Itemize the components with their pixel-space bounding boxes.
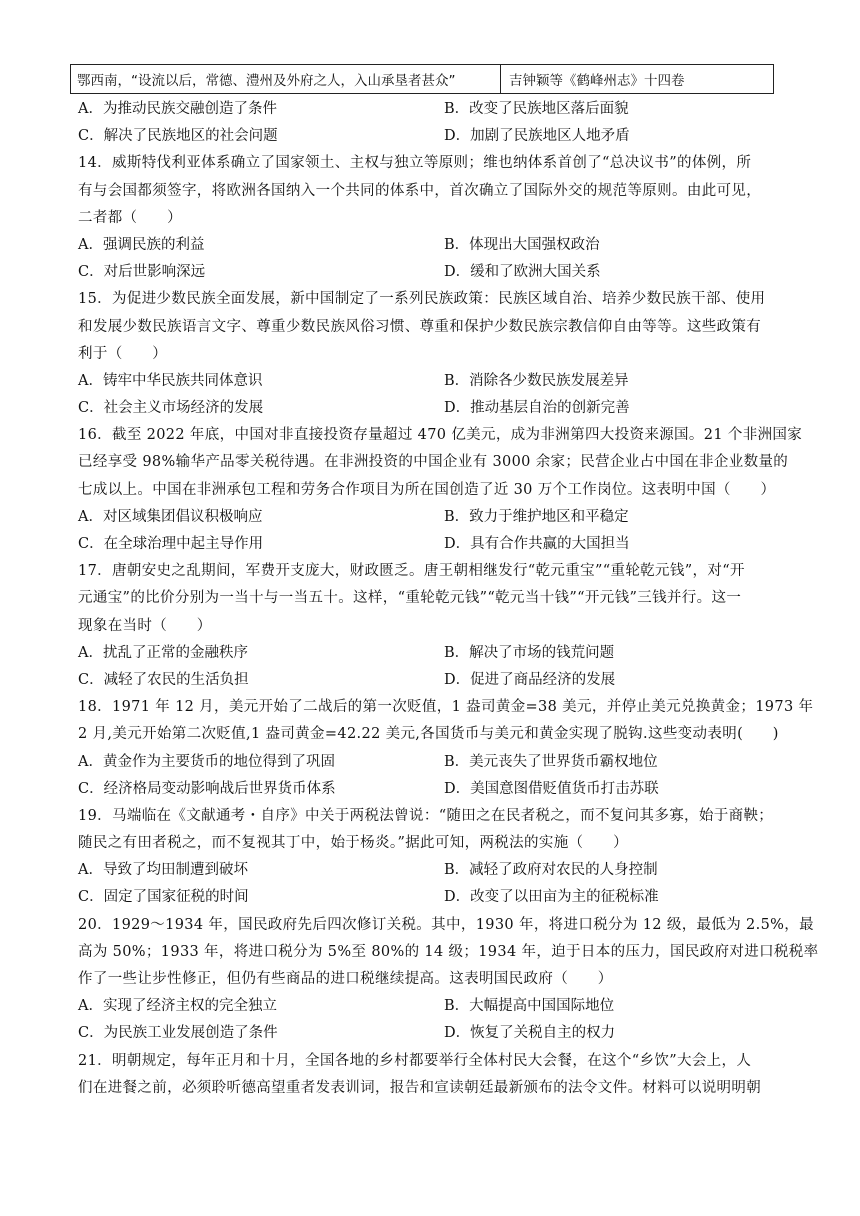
q19-option-a[interactable]: A．导致了均田制遭到破坏: [78, 862, 248, 879]
q14-stem-line: 有与会国都须签字，将欧洲各国纳入一个共同的体系中，首次确立了国际外交的规范等原则。由此可见，: [78, 182, 762, 199]
q15-stem-line: 利于（ ）: [78, 345, 168, 362]
q15-option-a[interactable]: A．铸牢中华民族共同体意识: [78, 372, 263, 389]
q14-options-row-2: [78, 259, 790, 286]
question-19: [78, 803, 790, 912]
q19-option-d[interactable]: D．改变了以田亩为主的征税标准: [444, 889, 659, 906]
q17-options-row-1: [78, 640, 790, 667]
q19-stem-line: 随民之有田者税之，而不复视其丁中，始于杨炎。”据此可知，两税法的实施（ ）: [78, 835, 628, 852]
q13-option-d[interactable]: D．加剧了民族地区人地矛盾: [444, 128, 630, 145]
q16-stem-line: 七成以上。中国在非洲承包工程和劳务合作项目为所在国创造了近 30 万个工作岗位。这表明中国（ ）: [78, 481, 776, 498]
q16-options-row-1: [78, 504, 790, 531]
q20-option-d[interactable]: D．恢复了关税自主的权力: [444, 1025, 616, 1042]
q20-options-row-1: [78, 993, 790, 1020]
source-reference-cell: 吉钟颖等《鹤峰州志》十四卷: [509, 73, 685, 89]
q13-options-row-1: [78, 96, 790, 123]
q16-option-d[interactable]: D．具有合作共赢的大国担当: [444, 536, 630, 552]
q14-option-d[interactable]: D．缓和了欧洲大国关系: [444, 264, 601, 281]
q16-stem-line: 16．截至 2022 年底，中国对非直接投资存量超过 470 亿美元，成为非洲第四大投资来源国。21 个非洲国家: [78, 427, 803, 444]
q21-stem-line: 们在进餐之前，必须聆听德高望重者发表训词，报告和宣读朝廷最新颁布的法令文件。材料可以说明明朝: [78, 1079, 762, 1096]
q15-option-c[interactable]: C．社会主义市场经济的发展: [78, 400, 264, 417]
q19-option-c[interactable]: C．固定了国家征税的时间: [78, 889, 249, 906]
q17-stem-line: 现象在当时（ ）: [78, 617, 212, 634]
q17-options-row-2: [78, 667, 790, 694]
question-20: [78, 912, 819, 1048]
q14-option-a[interactable]: A．强调民族的利益: [78, 236, 205, 253]
q14-option-b[interactable]: B．体现出大国强权政治: [444, 236, 600, 253]
q20-stem-line: 20．1929～1934 年，国民政府先后四次修订关税。其中，1930 年，将进口税分为 12 级，最低为 2.5%，最: [78, 916, 814, 933]
q16-option-b[interactable]: B．致力于维护地区和平稳定: [444, 508, 629, 525]
q20-options-row-2: [78, 1020, 790, 1047]
q20-stem-line: 作了一些让步性修正，但仍有些商品的进口税继续提高。这表明国民政府（ ）: [78, 971, 613, 987]
source-table-row: [70, 64, 774, 94]
q15-stem-line: 和发展少数民族语言文字、尊重少数民族风俗习惯、尊重和保护少数民族宗教信仰自由等等。这些政策有: [78, 318, 762, 335]
q18-option-d[interactable]: D．美国意图借贬值货币打击苏联: [444, 780, 659, 797]
q19-option-b[interactable]: B．减轻了政府对农民的人身控制: [444, 862, 658, 879]
q15-stem-line: 15．为促进少数民族全面发展，新中国制定了一系列民族政策：民族区域自治、培养少数民族干部、使用: [78, 291, 766, 308]
q14-stem-line: 二者都（ ）: [78, 209, 182, 226]
q17-stem-line: 17．唐朝安史之乱期间，军费开支庞大，财政匮乏。唐王朝相继发行“乾元重宝”“重轮乾元钱”，对“开: [78, 563, 745, 580]
q19-options-row-1: [78, 857, 790, 884]
question-15: [78, 286, 790, 422]
q19-options-row-2: [78, 884, 790, 911]
q16-option-c[interactable]: C．在全球治理中起主导作用: [78, 536, 264, 552]
q18-option-c[interactable]: C．经济格局变动影响战后世界货币体系: [78, 780, 336, 797]
q14-options-row-1: [78, 232, 790, 259]
q17-option-d[interactable]: D．促进了商品经济的发展: [444, 671, 616, 688]
q15-option-d[interactable]: D．推动基层自治的创新完善: [444, 400, 630, 417]
q18-options-row-2: [78, 776, 790, 803]
question-21: [78, 1048, 790, 1102]
q15-options-row-1: [78, 368, 790, 395]
q13-option-b[interactable]: B．改变了民族地区落后面貌: [444, 101, 629, 117]
question-14: [78, 150, 790, 286]
q16-stem-line: 已经享受 98%输华产品零关税待遇。在非洲投资的中国企业有 3000 余家；民营企业占中国在非企业数量的: [78, 454, 789, 471]
q17-option-b[interactable]: B．解决了市场的钱荒问题: [444, 644, 615, 661]
q18-options-row-1: [78, 749, 790, 776]
q19-stem-line: 19．马端临在《文献通考・自序》中关于两税法曾说：“随田之在民者税之，而不复问其多寡，始于商鞅；: [78, 807, 774, 824]
q16-option-a[interactable]: A．对区域集团倡议积极响应: [78, 508, 263, 525]
q14-option-c[interactable]: C．对后世影响深远: [78, 264, 206, 281]
question-18: [78, 694, 814, 803]
q20-option-a[interactable]: A．实现了经济主权的完全独立: [78, 998, 277, 1015]
q20-option-c[interactable]: C．为民族工业发展创造了条件: [78, 1025, 278, 1042]
source-quote-cell: 鄂西南，“设流以后，常德、澧州及外府之人，入山承垦者甚众”: [71, 65, 501, 93]
q18-option-a[interactable]: A．黄金作为主要货币的地位得到了巩固: [78, 753, 335, 770]
q18-stem-line: 18．1971 年 12 月，美元开始了二战后的第一次贬值，1 盎司黄金=38 美元，并停止美元兑换黄金；1973 年: [78, 699, 814, 716]
q16-options-row-2: [78, 531, 790, 558]
q17-stem-line: 元通宝”的比价分别为一当十与一当五十。这样，“重轮乾元钱”“乾元当十钱”“开元钱”三钱并行。这一: [78, 590, 742, 607]
q18-stem-line: 2 月,美元开始第二次贬值,1 盎司黄金=42.22 美元,各国货币与美元和黄金实现了脱钩.这些变动表明( ): [78, 726, 779, 743]
q15-option-b[interactable]: B．消除各少数民族发展差异: [444, 372, 629, 389]
q13-option-c[interactable]: C．解决了民族地区的社会问题: [78, 128, 278, 145]
q13-option-a[interactable]: A．为推动民族交融创造了条件: [78, 101, 277, 117]
question-list: [78, 96, 819, 1102]
q17-option-c[interactable]: C．减轻了农民的生活负担: [78, 671, 249, 688]
q14-stem-line: 14．威斯特伐利亚体系确立了国家领土、主权与独立等原则；维也纳体系首创了“总决议书”的体例，所: [78, 155, 752, 172]
q20-option-b[interactable]: B．大幅提高中国国际地位: [444, 998, 615, 1015]
q17-option-a[interactable]: A．扰乱了正常的金融秩序: [78, 644, 248, 661]
q18-option-b[interactable]: B．美元丧失了世界货币霸权地位: [444, 753, 658, 770]
q20-stem-line: 高为 50%；1933 年，将进口税分为 5%至 80%的 14 级；1934 年，迫于日本的压力，国民政府对进口税税率: [78, 943, 819, 960]
q15-options-row-2: [78, 395, 790, 422]
question-16: [78, 422, 803, 558]
q21-stem-line: 21．明朝规定，每年正月和十月，全国各地的乡村都要举行全体村民大会餐，在这个“乡饮”大会上，人: [78, 1052, 752, 1069]
q13-options-row-2: [78, 123, 790, 150]
question-17: [78, 558, 790, 694]
